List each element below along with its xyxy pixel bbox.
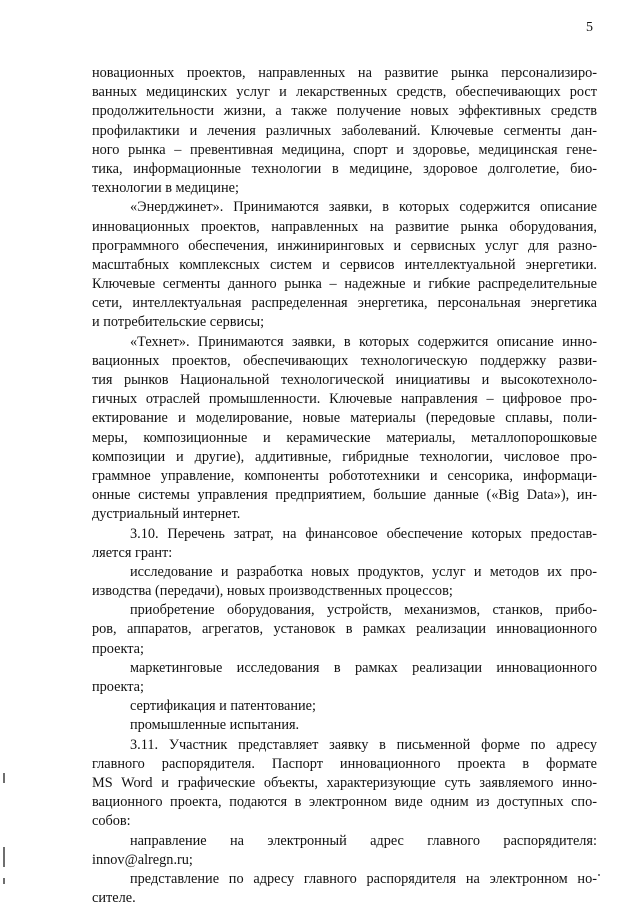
text-line: инновационных проектов, направленных на развитие рынка оборудования,: [92, 218, 597, 235]
text-line: сертификация и патентование;: [130, 698, 316, 715]
text-line: тия рынков Национальной технологической инициативы и высокотехноло-: [92, 372, 597, 388]
text-line: приобретение оборудования, устройств, механизмов, станков, прибо-: [130, 602, 597, 619]
text-line: меры, композиционные и керамические материалы, металлопорошковые: [92, 429, 597, 446]
text-line: вационного проекта, подаются в электронном виде одним из доступных спо-: [92, 794, 597, 811]
text-line: вационных проектов, обеспечивающих технологическую поддержку разви-: [92, 352, 597, 369]
text-line: граммное управление, компоненты робототехники и сенсорика, информаци-: [92, 467, 597, 484]
text-line: композиции и другие), аддитивные, гибридные технологии, числовое про-: [92, 448, 597, 465]
text-line: «Энерджинет». Принимаются заявки, в которых содержится описание: [130, 199, 597, 216]
text-line: 3.10. Перечень затрат, на финансовое обеспечение которых предостав-: [130, 525, 597, 542]
text-line: сети, интеллектуальная распределенная энергетика, персональная энергетика: [92, 295, 597, 312]
text-line: «Технет». Принимаются заявки, в которых содержится описание инно-: [130, 333, 597, 350]
text-line: направление на электронный адрес главного распорядителя:: [130, 832, 597, 849]
text-line: продолжительности жизни, а также получение новых эффективных средств: [92, 103, 597, 120]
text-line: представление по адресу главного распорядителя на электронном но-: [130, 870, 597, 887]
text-line: тика, информационные технологии в медицине, здоровое долголетие, био-: [92, 160, 597, 177]
text-line: собов:: [92, 813, 131, 830]
text-line: промышленные испытания.: [130, 717, 300, 734]
text-line: программного обеспечения, инжиниринговых и сервисных услуг для разно-: [92, 237, 597, 254]
text-line: профилактики и лечения различных заболеваний. Ключевые сегменты дан-: [92, 122, 597, 139]
text-line: маркетинговые исследования в рамках реализации инновационного: [130, 659, 597, 676]
text-line: и потребительские сервисы;: [92, 314, 265, 331]
scan-dot: [598, 874, 600, 876]
scan-edge-mark: [3, 773, 5, 783]
text-line: MS Word и графические объекты, характеризующие суть заявляемого инно-: [92, 774, 597, 791]
text-line: innov@alregn.ru;: [92, 851, 193, 868]
text-line: дустриальный интернет.: [92, 506, 241, 523]
text-line: исследование и разработка новых продуктов, услуг и методов их про-: [130, 563, 597, 580]
text-line: 3.11. Участник представляет заявку в письменной форме по адресу: [130, 736, 597, 753]
scan-edge-mark: [3, 847, 5, 867]
text-line: сителе.: [92, 890, 136, 907]
scan-edge-mark: [3, 878, 5, 884]
text-line: главного распорядителя. Паспорт инновационного проекта в формате: [92, 755, 597, 772]
document-body: [92, 64, 597, 908]
text-line: масштабных комплексных систем и сервисов интеллектуальной энергетики.: [92, 256, 597, 273]
text-line: новационных проектов, направленных на развитие рынка персонализиро-: [92, 65, 597, 81]
text-line: технологии в медицине;: [92, 180, 239, 197]
page-number: 5: [586, 20, 593, 35]
text-line: онные системы управления предприятием, большие данные («Big Data»), ин-: [92, 487, 597, 504]
text-line: ванных медицинских услуг и лекарственных средств, обеспечивающих рост: [92, 84, 597, 101]
text-line: проекта;: [92, 640, 144, 657]
text-line: изводства (передачи), новых производственных процессов;: [92, 583, 453, 600]
text-line: ного рынка – превентивная медицина, спорт и здоровье, медицинская гене-: [92, 141, 597, 158]
text-line: ляется грант:: [92, 544, 173, 561]
text-line: Ключевые сегменты данного рынка – надежные и гибкие распределительные: [92, 276, 597, 293]
text-line: проекта;: [92, 679, 144, 695]
text-line: ектирование и моделирование, новые материалы (передовые сплавы, поли-: [92, 410, 597, 427]
text-line: ров, аппаратов, агрегатов, установок в рамках реализации инновационного: [92, 621, 597, 638]
text-line: гичных отраслей промышленности. Ключевые направления – цифровое про-: [92, 391, 597, 408]
